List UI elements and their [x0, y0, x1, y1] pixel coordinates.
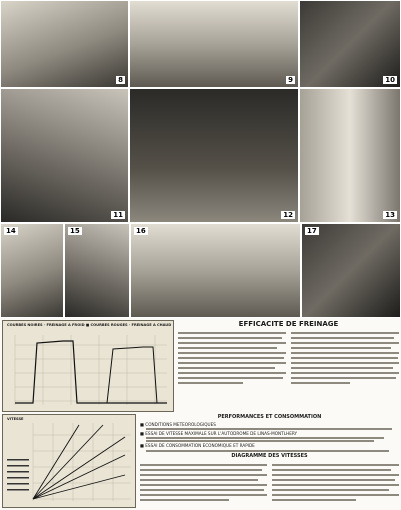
gear-line-4 — [33, 425, 103, 499]
photo-15 — [64, 223, 130, 318]
speeds-chart — [2, 414, 136, 508]
photo-17 — [301, 223, 401, 318]
speeds-chart-title: VITESSE — [7, 417, 24, 421]
gear-line-3 — [33, 437, 125, 499]
braking-curves — [3, 321, 173, 411]
photo-16 — [130, 223, 301, 318]
braking-chart — [2, 320, 174, 412]
braking-chart-title: COURBES NOIRES · FREINAGE A FROID ■ COURBES ROUGES · FREINAGE A CHAUD — [7, 323, 172, 327]
photo-number: 11 — [113, 211, 123, 219]
photo-number: 15 — [70, 227, 80, 235]
performance-title: PERFORMANCES ET CONSOMMATION — [217, 414, 322, 420]
photo-8 — [0, 0, 129, 88]
speeds-title: DIAGRAMME DES VITESSES — [231, 453, 308, 459]
photo-10 — [299, 0, 401, 88]
photo-14 — [0, 223, 64, 318]
photo-12 — [129, 88, 299, 223]
photo-number: 13 — [385, 211, 395, 219]
speeds-section — [140, 452, 399, 508]
braking-section — [178, 322, 399, 412]
gear-line-1 — [33, 475, 125, 499]
braking-text — [178, 329, 399, 387]
photo-number: 9 — [288, 76, 293, 84]
speeds-text — [140, 461, 399, 504]
photo-9 — [129, 0, 299, 88]
speeds-lines — [3, 415, 135, 507]
photo-number: 10 — [385, 76, 395, 84]
performance-section — [140, 412, 399, 450]
photo-11 — [0, 88, 129, 223]
braking-curve-hot — [93, 347, 167, 403]
photo-13 — [299, 88, 401, 223]
braking-title: EFFICACITE DE FREINAGE — [238, 320, 339, 328]
photo-number: 14 — [6, 227, 16, 235]
performance-item-consumption: ■ ESSAI DE CONSOMMATION ECONOMIQUE ET RAPIDE — [140, 443, 255, 449]
performance-item-max-speed: ■ ESSAI DE VITESSE MAXIMALE SUR L'AUTODROME DE LINAS-MONTLHERY — [140, 431, 298, 437]
braking-curve-cold — [15, 341, 167, 403]
photo-number: 17 — [307, 227, 317, 235]
performance-item-weather: ■ CONDITIONS METEOROLOGIQUES — [140, 422, 216, 427]
photo-number: 16 — [136, 227, 146, 235]
photo-number: 12 — [283, 211, 293, 219]
photo-number: 8 — [118, 76, 123, 84]
